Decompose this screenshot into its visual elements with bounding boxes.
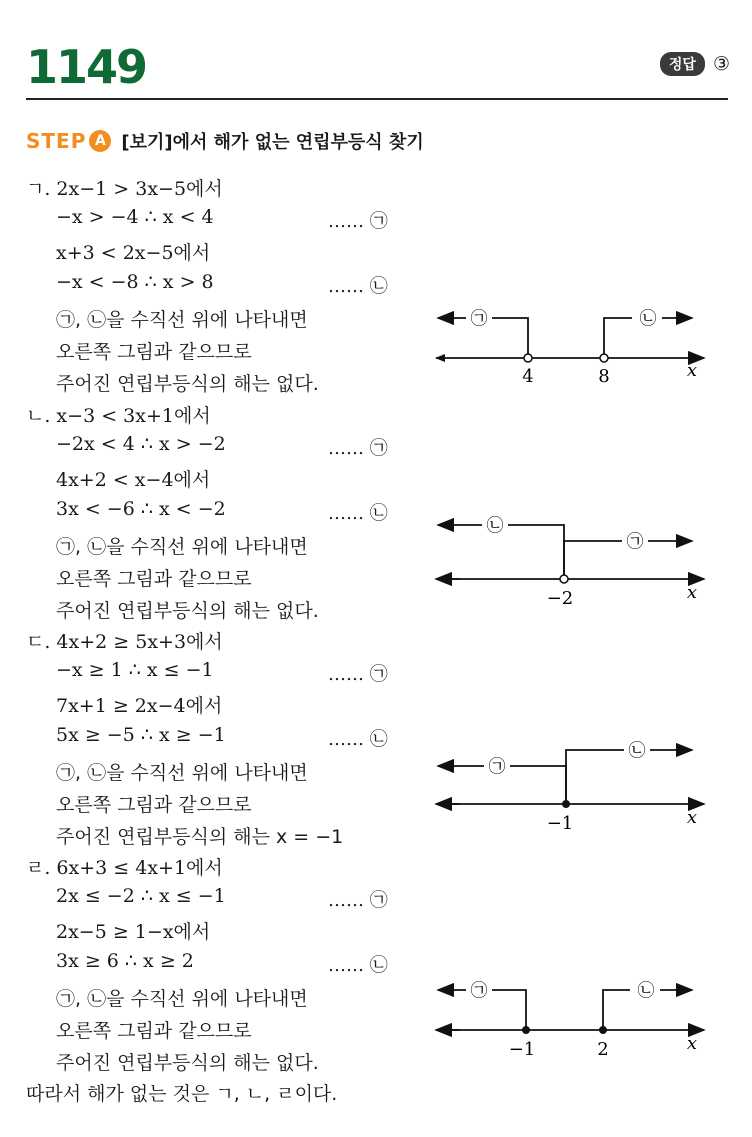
- region-1: [492, 318, 528, 358]
- item4-tag1: [328, 886, 388, 912]
- final-conclusion: 따라서 해가 없는 것은 ㄱ, ㄴ, ㄹ이다.: [26, 1083, 338, 1105]
- item2-desc1: ㉠, ㉡을 수직선 위에 나타내면: [56, 536, 308, 558]
- open-point: [600, 354, 608, 362]
- tick-label: 8: [598, 366, 610, 387]
- dots: ……: [328, 955, 364, 976]
- dots: ……: [328, 729, 364, 750]
- region-2: [603, 990, 630, 1030]
- item4-tag2: [328, 951, 388, 977]
- region-1-label: ㉠: [488, 757, 506, 777]
- problem-number: 1149: [26, 40, 147, 94]
- header-divider: [26, 98, 728, 100]
- mark-2: ㉡: [369, 503, 388, 524]
- mark-2: ㉡: [369, 955, 388, 976]
- item2-line3: 3x < −6 ∴ x < −2: [56, 498, 226, 520]
- item1-line1: −x > −4 ∴ x < 4: [56, 206, 214, 228]
- item3-tag2: [328, 725, 388, 751]
- number-line-1: [430, 300, 720, 390]
- item4-head: ㄹ. 6x+3 ≤ 4x+1에서: [26, 857, 223, 879]
- region-2-label: ㉡: [486, 516, 504, 536]
- item1-tag1: [328, 207, 388, 233]
- axis-variable: x: [686, 360, 698, 381]
- item1-conclusion: 주어진 연립부등식의 해는 없다.: [56, 373, 319, 395]
- item4-conclusion: 주어진 연립부등식의 해는 없다.: [56, 1052, 319, 1074]
- item4-desc2: 오른쪽 그림과 같으므로: [56, 1020, 252, 1042]
- item1-tag2: [328, 272, 388, 298]
- region-1-label: ㉠: [626, 532, 644, 552]
- item2-conclusion: 주어진 연립부등식의 해는 없다.: [56, 600, 319, 622]
- closed-point: [562, 800, 570, 808]
- region-2-label: ㉡: [637, 981, 655, 1001]
- item3-desc2: 오른쪽 그림과 같으므로: [56, 794, 252, 816]
- tick-label: −2: [546, 588, 574, 609]
- item2-tag2: [328, 499, 388, 525]
- item1-line2: x+3 < 2x−5에서: [56, 242, 211, 264]
- axis-variable: x: [686, 1033, 698, 1054]
- mark-1: ㉠: [369, 211, 388, 232]
- region-2-label: ㉡: [639, 309, 657, 329]
- number-line-3: [430, 735, 720, 835]
- region-2: [566, 750, 624, 804]
- item4-desc1: ㉠, ㉡을 수직선 위에 나타내면: [56, 988, 308, 1010]
- dots: ……: [328, 211, 364, 232]
- closed-point: [599, 1026, 607, 1034]
- mark-2: ㉡: [369, 276, 388, 297]
- step-badge: A: [89, 130, 111, 152]
- item3-conclusion: 주어진 연립부등식의 해는 x = −1: [56, 826, 344, 848]
- step-heading: [26, 128, 424, 154]
- item3-line3: 5x ≥ −5 ∴ x ≥ −1: [56, 724, 226, 746]
- item3-desc1: ㉠, ㉡을 수직선 위에 나타내면: [56, 762, 308, 784]
- item1-line3: −x < −8 ∴ x > 8: [56, 271, 214, 293]
- closed-point: [522, 1026, 530, 1034]
- item3-line1: −x ≥ 1 ∴ x ≤ −1: [56, 659, 214, 681]
- tick-label: −1: [508, 1039, 536, 1060]
- dots: ……: [328, 438, 364, 459]
- region-1: [564, 541, 622, 579]
- item4-line3: 3x ≥ 6 ∴ x ≥ 2: [56, 950, 194, 972]
- item2-desc2: 오른쪽 그림과 같으므로: [56, 568, 252, 590]
- dots: ……: [328, 890, 364, 911]
- mark-1: ㉠: [369, 890, 388, 911]
- open-point: [524, 354, 532, 362]
- axis-variable: x: [686, 807, 698, 828]
- item2-line2: 4x+2 < x−4에서: [56, 469, 211, 491]
- item4-line1: 2x ≤ −2 ∴ x ≤ −1: [56, 885, 226, 907]
- step-title: [보기]에서 해가 없는 연립부등식 찾기: [121, 132, 424, 153]
- item2-tag1: [328, 434, 388, 460]
- axis-variable: x: [686, 582, 698, 603]
- number-line-4: [430, 975, 720, 1065]
- item4-line2: 2x−5 ≥ 1−x에서: [56, 921, 211, 943]
- dots: ……: [328, 503, 364, 524]
- mark-1: ㉠: [369, 664, 388, 685]
- region-2-label: ㉡: [628, 741, 646, 761]
- number-line-2: [430, 510, 720, 610]
- item1-head: ㄱ. 2x−1 > 3x−5에서: [26, 178, 223, 200]
- step-label: STEP: [26, 129, 87, 153]
- tick-label: −1: [546, 813, 574, 834]
- region-1: [510, 766, 566, 804]
- dots: ……: [328, 664, 364, 685]
- tick-label: 2: [597, 1039, 609, 1060]
- item3-head: ㄷ. 4x+2 ≥ 5x+3에서: [26, 631, 223, 653]
- region-1: [492, 990, 526, 1030]
- dots: ……: [328, 276, 364, 297]
- item3-line2: 7x+1 ≥ 2x−4에서: [56, 695, 223, 717]
- region-2: [508, 525, 564, 579]
- mark-1: ㉠: [369, 438, 388, 459]
- mark-2: ㉡: [369, 729, 388, 750]
- open-point: [560, 575, 568, 583]
- item3-tag1: [328, 660, 388, 686]
- item2-line1: −2x < 4 ∴ x > −2: [56, 433, 226, 455]
- answer-badge: 정답: [660, 52, 705, 76]
- answer-box: [660, 52, 730, 76]
- region-2: [604, 318, 632, 358]
- tick-label: 4: [522, 366, 534, 387]
- region-1-label: ㉠: [470, 981, 488, 1001]
- answer-value: ③: [712, 53, 730, 75]
- region-1-label: ㉠: [470, 309, 488, 329]
- item1-desc1: ㉠, ㉡을 수직선 위에 나타내면: [56, 309, 308, 331]
- item2-head: ㄴ. x−3 < 3x+1에서: [26, 405, 211, 427]
- item1-desc2: 오른쪽 그림과 같으므로: [56, 341, 252, 363]
